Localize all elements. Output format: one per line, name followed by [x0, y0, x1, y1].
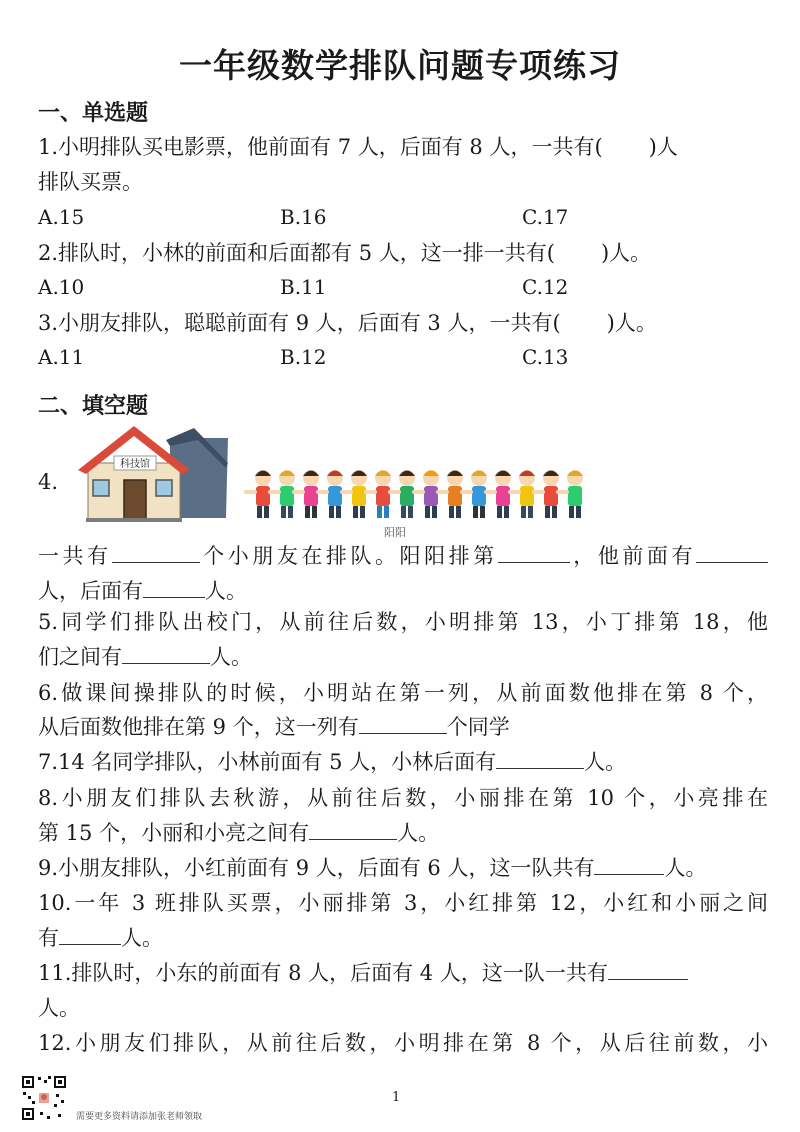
- question-4-text-c: ，他前面有: [569, 544, 697, 568]
- question-4-blank-total[interactable]: [112, 540, 200, 563]
- question-4-blank-position[interactable]: [498, 540, 570, 563]
- question-8-line-2: [38, 817, 768, 849]
- question-10-blank[interactable]: [59, 922, 121, 945]
- question-10-line-2: [38, 922, 768, 954]
- question-10-text-end: 人。: [121, 926, 163, 950]
- question-8-text: 第 15 个，小丽和小亮之间有: [38, 821, 310, 845]
- child-10-icon: [460, 470, 487, 518]
- house-sign-text: 科技馆: [120, 459, 150, 470]
- question-4-blank-front[interactable]: [696, 540, 768, 563]
- question-8-line-1: 8.小朋友们排队去秋游，从前往后数，小丽排在第 10 个，小亮排在: [38, 786, 768, 810]
- question-4-line-2: [38, 575, 768, 607]
- question-1-text: 1.小明排队买电影票，他前面有 7 人，后面有 8 人，一共有(: [38, 135, 603, 159]
- children-queue: [244, 470, 583, 539]
- question-2-text: 2.排队时，小林的前面和后面都有 5 人，这一排一共有(: [38, 241, 555, 265]
- science-museum-house-icon: [78, 426, 228, 522]
- question-5-line-2: [38, 641, 768, 673]
- child-5-icon: [340, 470, 367, 518]
- question-9-blank[interactable]: [594, 852, 664, 875]
- question-1-line-2: 排队买票。: [38, 170, 143, 194]
- question-1-text-end: )人: [648, 135, 678, 159]
- question-11-text: 11.排队时，小东的前面有 8 人，后面有 4 人，这一队一共有: [38, 961, 608, 985]
- page-number: 1: [392, 1090, 401, 1105]
- question-4-text-b: 个小朋友在排队。阳阳排第: [199, 544, 498, 568]
- question-7-text-end: 人。: [584, 750, 627, 774]
- queue-illustration: [38, 418, 658, 543]
- child-11-icon: [484, 470, 511, 518]
- question-4-line-1: [38, 540, 768, 572]
- question-6-text-end: 个同学: [446, 715, 510, 739]
- question-9-line: [38, 852, 768, 884]
- question-9-text-end: 人。: [664, 856, 707, 880]
- child-8-icon: [412, 470, 439, 518]
- question-9-text: 9.小朋友排队，小红前面有 9 人，后面有 6 人，这一队共有: [38, 856, 595, 880]
- question-8-text-end: 人。: [397, 821, 440, 845]
- question-3-text-end: )人。: [606, 311, 657, 335]
- child-1-icon: [244, 470, 271, 518]
- question-5-text: 们之间有: [38, 645, 122, 669]
- question-7-line: [38, 746, 768, 778]
- child-3-icon: [292, 470, 319, 518]
- question-11-blank[interactable]: [608, 957, 688, 980]
- child-yangyang-label: 阳阳: [384, 526, 406, 539]
- question-7-text: 7.14 名同学排队，小林前面有 5 人，小林后面有: [38, 750, 497, 774]
- question-6-line-1: 6.做课间操排队的时候，小明站在第一列，从前面数他排在第 8 个，: [38, 681, 768, 705]
- child-12-icon: [508, 470, 535, 518]
- question-2-option-c[interactable]: C.12: [522, 275, 569, 299]
- question-3-option-b[interactable]: B.12: [280, 345, 327, 369]
- question-12-line-1: 12.小朋友们排队，从前往后数，小明排在第 8 个，从后往前数，小: [38, 1031, 768, 1055]
- question-4-blank-back[interactable]: [143, 575, 205, 598]
- footer-note: 需要更多资料请添加张老师领取: [76, 1112, 203, 1122]
- question-2-text-end: )人。: [600, 241, 652, 265]
- question-4-number: 4.: [38, 470, 59, 494]
- question-2-line: [38, 237, 768, 269]
- question-6-blank[interactable]: [359, 711, 447, 734]
- question-8-blank[interactable]: [309, 817, 397, 840]
- child-9-icon: [436, 470, 463, 518]
- question-1-option-a[interactable]: A.15: [38, 205, 85, 229]
- question-11-line-2: 人。: [38, 996, 80, 1020]
- question-5-text-end: 人。: [210, 645, 252, 669]
- question-4-text-a: 一共有: [38, 544, 112, 568]
- question-4-text-d: 人，后面有: [38, 579, 143, 603]
- question-6-text: 从后面数他排在第 9 个，这一列有: [38, 715, 359, 739]
- question-2-option-a[interactable]: A.10: [38, 275, 85, 299]
- section-heading-single-choice: 一、单选题: [38, 101, 149, 126]
- question-3-text: 3.小朋友排队，聪聪前面有 9 人，后面有 3 人，一共有(: [38, 311, 561, 335]
- child-13-icon: [532, 470, 559, 518]
- question-3-option-c[interactable]: C.13: [522, 345, 569, 369]
- question-7-blank[interactable]: [496, 746, 584, 769]
- question-5-line-1: 5.同学们排队出校门，从前往后数，小明排第 13，小丁排第 18，他: [38, 610, 768, 634]
- child-4-icon: [316, 470, 343, 518]
- question-3-line: [38, 307, 768, 339]
- question-1-option-c[interactable]: C.17: [522, 205, 569, 229]
- question-11-line-1: [38, 957, 768, 989]
- question-10-line-1: 10.一年 3 班排队买票，小丽排第 3，小红排第 12，小红和小丽之间: [38, 891, 768, 915]
- child-6-icon: [364, 470, 391, 518]
- question-6-line-2: [38, 711, 768, 743]
- child-14-icon: [556, 470, 583, 518]
- question-1-line-1: [38, 131, 768, 163]
- section-heading-fill-blank: 二、填空题: [38, 394, 149, 419]
- qr-code-icon: [20, 1074, 68, 1122]
- question-5-blank[interactable]: [122, 641, 210, 664]
- child-2-icon: [268, 470, 295, 518]
- child-7-icon: [388, 470, 415, 518]
- question-1-option-b[interactable]: B.16: [280, 205, 327, 229]
- page-title: 一年级数学排队问题专项练习: [179, 46, 621, 85]
- question-4-text-e: 人。: [205, 579, 247, 603]
- question-2-option-b[interactable]: B.11: [280, 275, 327, 299]
- question-3-option-a[interactable]: A.11: [38, 345, 85, 369]
- question-10-text: 有: [38, 926, 59, 950]
